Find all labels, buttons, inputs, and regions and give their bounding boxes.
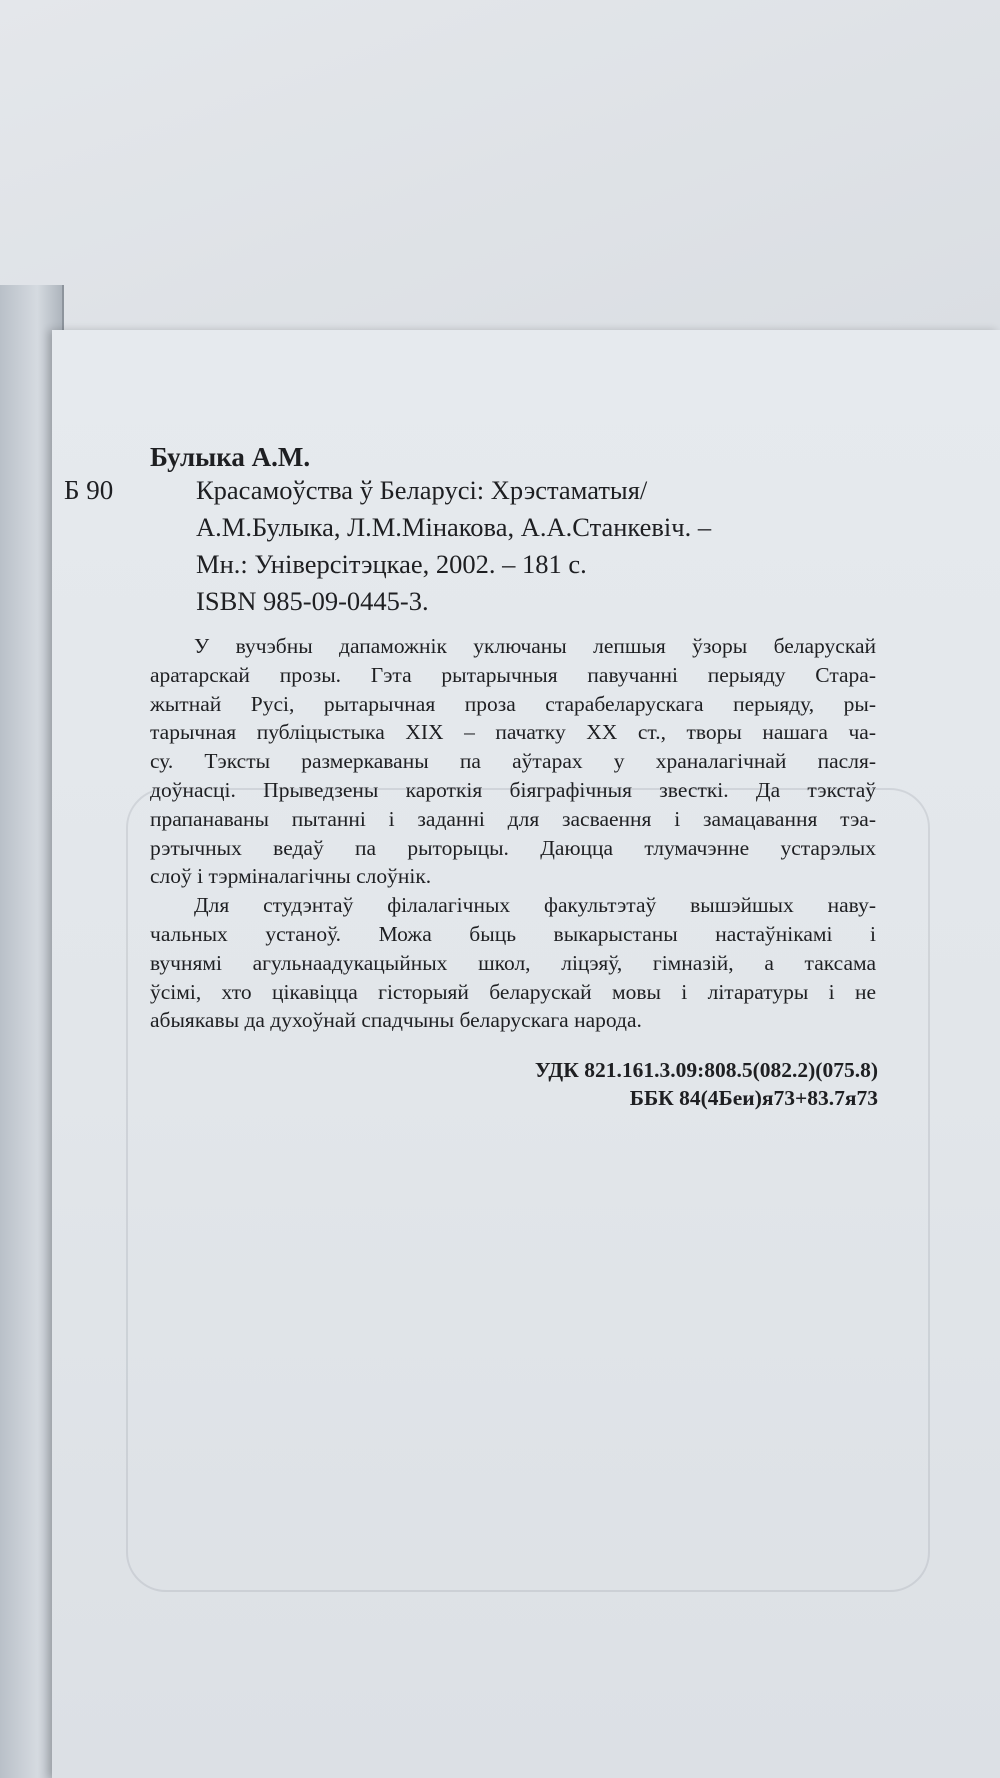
isbn: ISBN 985-09-0445-3.: [196, 586, 429, 616]
abstract-line: жытнай Русі, рытарычная проза старабеларускага перыяду, ры-: [150, 691, 876, 716]
abstract-line: рэтычных ведаў па рыторыцы. Даюцца тлумачэнне устарэлых: [150, 835, 876, 860]
abstract-line: чальных устаноў. Можа быць выкарыстаны настаўнікамі і: [150, 921, 876, 946]
bibliographic-description: [196, 472, 876, 620]
bibliographic-line: Красамоўства ў Беларусі: Хрэстаматыя/: [196, 475, 648, 505]
abstract-line: прапанаваны пытанні і заданні для засваення і замацавання тэа-: [150, 806, 876, 831]
class-code: Б 90: [64, 475, 114, 505]
abstract: [150, 632, 876, 1035]
abstract-line: доўнасці. Прыведзены кароткія біяграфічныя звесткі. Да тэкстаў: [150, 777, 876, 802]
abstract-line: абыякавы да духоўнай спадчыны беларускага народа.: [150, 1008, 642, 1033]
abstract-line: тарычная публіцыстыка XIX – пачатку XX ст., творы нашага ча-: [150, 720, 876, 745]
abstract-line: слоў і тэрміналагічны слоўнік.: [150, 864, 432, 889]
bbk-code: ББК 84(4Беи)я73+83.7я73: [629, 1086, 878, 1110]
abstract-line: ўсімі, хто цікавіцца гісторыяй беларускай мовы і літаратуры і не: [150, 979, 876, 1004]
abstract-line: су. Тэксты размеркаваны па аўтарах у храналагічнай пасля-: [150, 749, 876, 774]
bibliographic-line: А.М.Булыка, Л.М.Мінакова, А.А.Станкевіч. –: [196, 512, 712, 542]
udk-code: УДК 821.161.3.09:808.5(082.2)(075.8): [534, 1058, 878, 1082]
author-heading: Булыка А.М.: [150, 442, 311, 472]
bibliographic-line: Мн.: Універсітэцкае, 2002. – 181 с.: [196, 549, 587, 579]
abstract-line: У вучэбны дапаможнік уключаны лепшыя ўзоры беларускай: [194, 634, 876, 658]
abstract-line: вучнямі агульнаадукацыйных школ, ліцэяў, гімназій, а таксама: [150, 950, 876, 975]
abstract-line: Для студэнтаў філалагічных факультэтаў вышэйшых наву-: [194, 893, 876, 918]
abstract-line: аратарскай прозы. Гэта рытарычныя павучанні перыяду Стара-: [150, 662, 876, 687]
